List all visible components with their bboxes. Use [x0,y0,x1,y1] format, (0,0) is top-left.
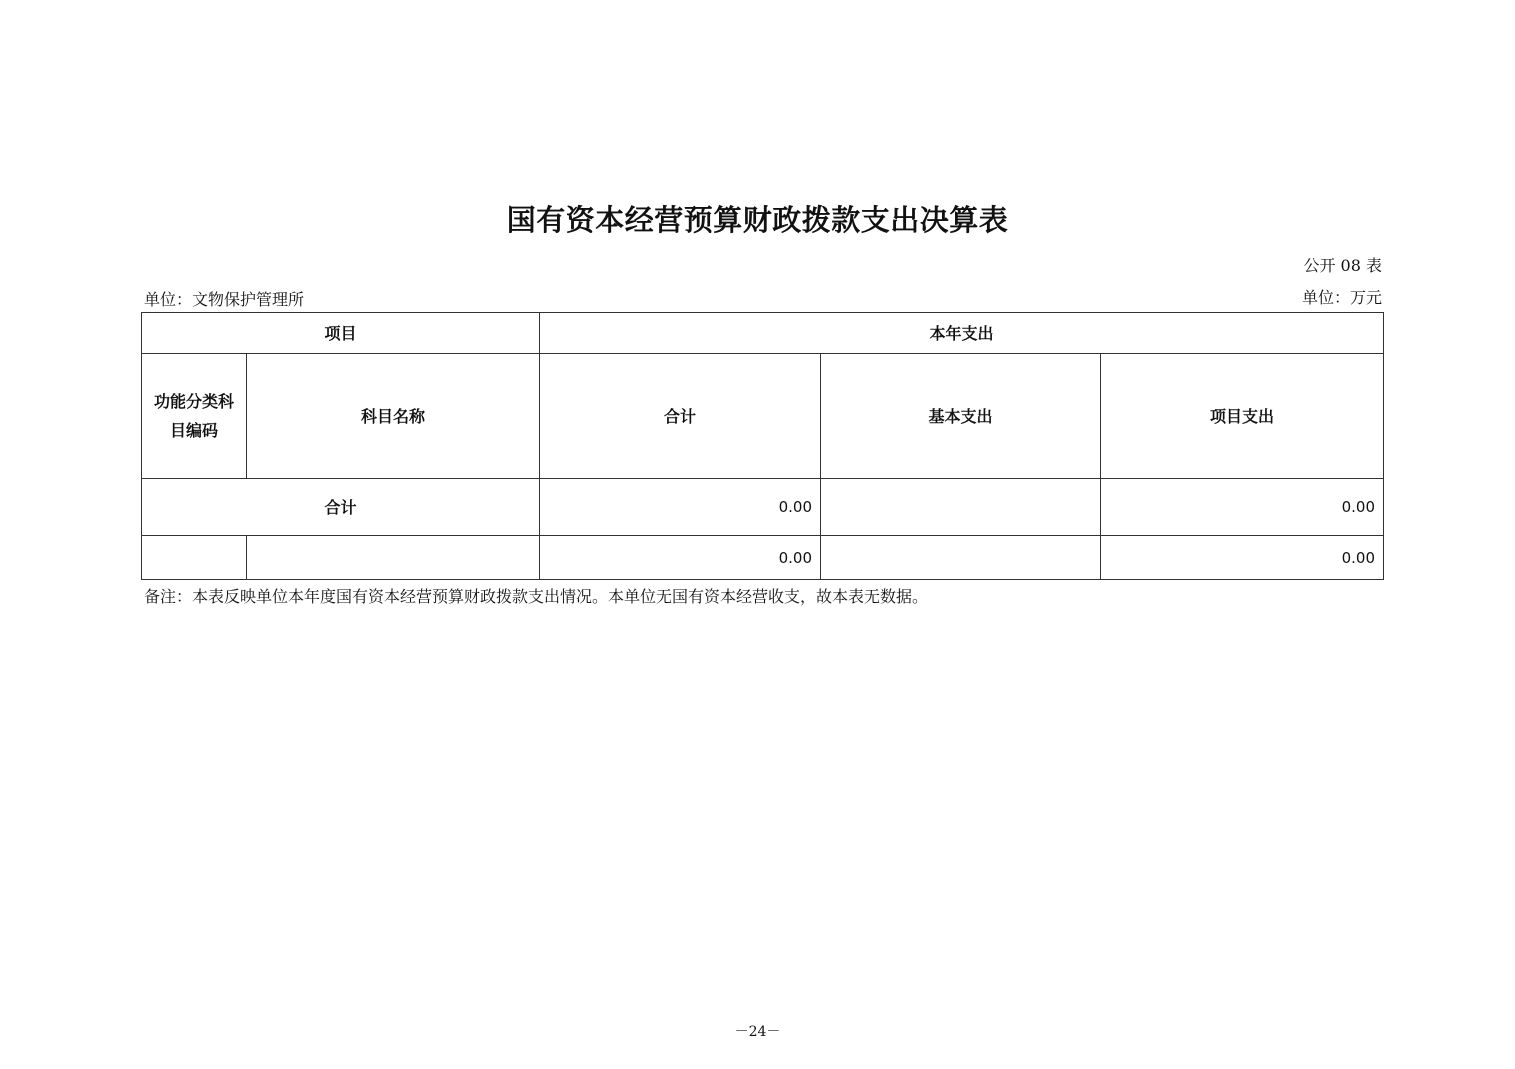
header-total: 合计 [540,354,821,479]
header-function-code: 功能分类科目编码 [142,354,247,479]
form-number: 公开 08 表 [1303,256,1382,275]
row-basic [821,536,1101,580]
table-subheader-row [142,354,1384,479]
row-code [142,536,247,580]
reporting-unit: 单位：文物保护管理所 [144,290,305,309]
table-note: 备注：本表反映单位本年度国有资本经营预算财政拨款支出情况。本单位无国有资本经营收支，故本表无数据。 [144,587,929,606]
header-item: 项目 [142,313,540,354]
page-title: 国有资本经营预算财政拨款支出决算表 [506,203,1009,237]
row-name [247,536,540,580]
header-basic-expenditure: 基本支出 [821,354,1101,479]
header-current-year: 本年支出 [540,313,1384,354]
header-subject-name: 科目名称 [247,354,540,479]
row-project: 0.00 [1101,536,1384,580]
table-header-row [142,313,1384,354]
expenditure-table [141,312,1384,580]
total-row-basic [821,479,1101,536]
header-project-expenditure: 项目支出 [1101,354,1384,479]
currency-unit: 单位：万元 [1301,288,1382,307]
row-total: 0.00 [540,536,821,580]
total-row-total: 0.00 [540,479,821,536]
total-row-label: 合计 [142,479,540,536]
total-row [142,479,1384,536]
page-number: －24－ [734,1024,781,1040]
table-row [142,536,1384,580]
total-row-project: 0.00 [1101,479,1384,536]
